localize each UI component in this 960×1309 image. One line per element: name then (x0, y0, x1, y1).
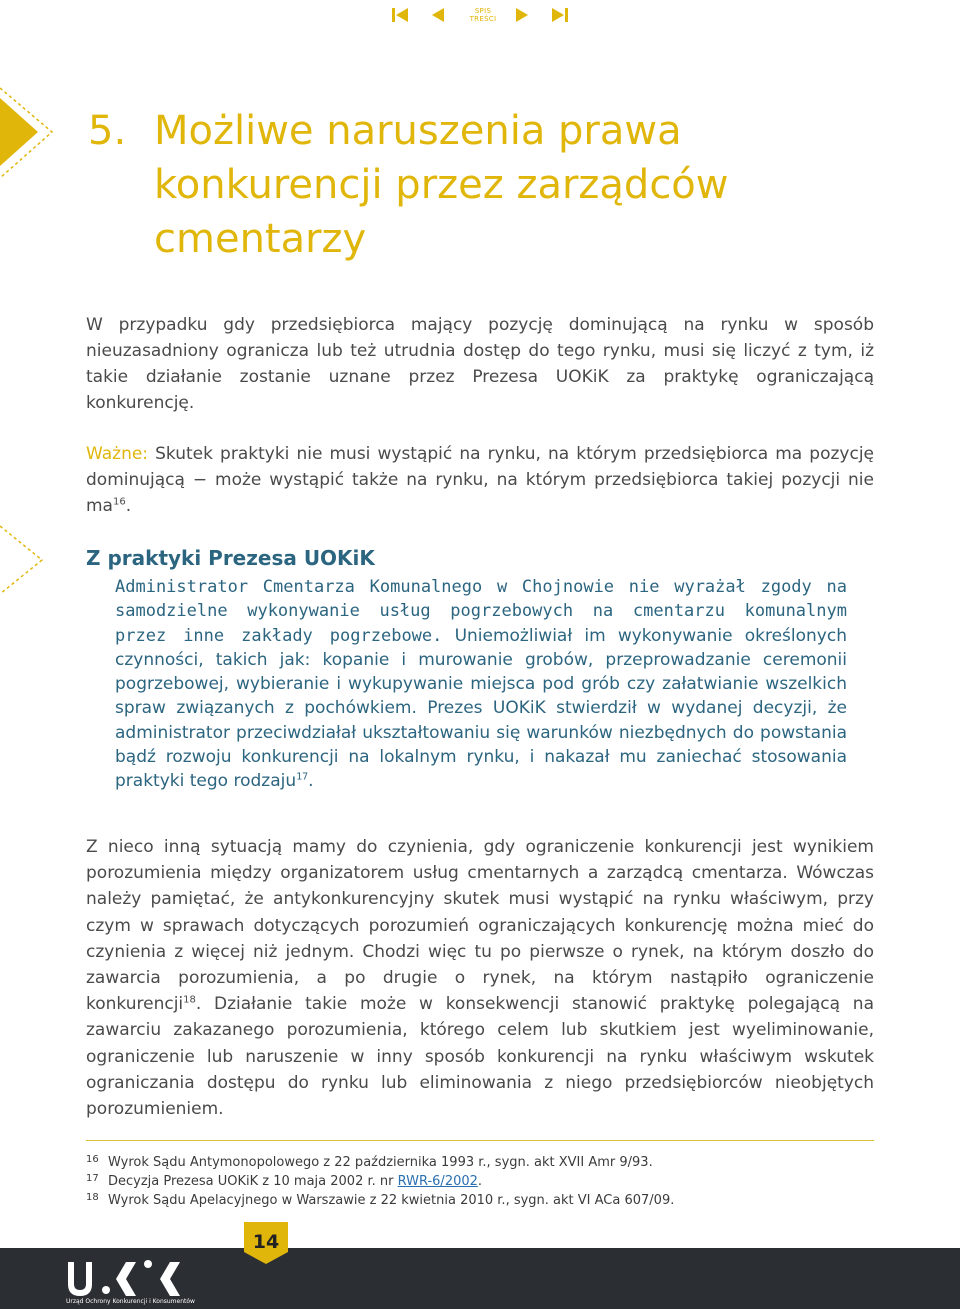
important-end: . (125, 496, 132, 516)
skip-to-first-icon[interactable] (392, 8, 408, 22)
intro-paragraph: W przypadku gdy przedsiębiorca mający pozycję dominującą na rynku w sposób nieuzasadniony ogranicza lub też utrudnia dostęp do tego rynku, musi się liczyć z tym, iż takie działanie zostanie uznane przez Prezesa UOKiK za praktykę ograniczającą konkurencję. (86, 315, 874, 413)
footnote-text: Wyrok Sądu Antymonopolowego z 22 października 1993 r., sygn. akt XVII Amr 9/93. (108, 1155, 653, 1170)
important-text: Skutek praktyki nie musi wystąpić na rynku, na którym przedsiębiorca ma pozycję dominującą − może wystąpić także na rynku, na którym przedsiębiorca takiej pozycji nie ma (86, 444, 874, 516)
footnote-divider (86, 1140, 874, 1141)
footnote-text: Wyrok Sądu Apelacyjnego w Warszawie z 22 kwietnia 2010 r., sygn. akt VI ACa 607/09. (108, 1193, 675, 1208)
footnote-ref-16[interactable]: 16 (112, 496, 126, 508)
skip-to-last-icon[interactable] (552, 8, 568, 22)
footnote-text (108, 1172, 482, 1191)
chapter-number: 5. (88, 108, 127, 154)
decorative-dashed-triangle-icon (0, 522, 48, 598)
table-of-contents-link[interactable] (467, 7, 499, 23)
uokik-logo (66, 1258, 196, 1298)
case-study-title: Z praktyki Prezesa UOKiK (86, 546, 375, 570)
important-label: Ważne: (86, 444, 149, 464)
decorative-triangle-icon (0, 84, 60, 184)
case-text-part2: Uniemożliwiał im wykonywanie określonych czynności, takich jak: kopanie i murowanie grobów, przeprowadzanie ceremonii pogrzebowej, wybieranie i wykupywanie miejsca pod grób czy załatwianie wszelkich spraw związanych z pochówkiem. Prezes UOKiK stwierdził w wydanej decyzji, że administrator przeciwdziałał ukształtowaniu się warunków niezbędnych do powstania bądź rozwoju konkurencji na lokalnym rynku, i nakazał mu zaniechać stosowania praktyki tego rodzaju (115, 625, 847, 792)
case-text-end: . (308, 771, 314, 792)
footnote-number: 17 (86, 1173, 99, 1184)
important-note (86, 441, 874, 519)
agreement-text-a: Z nieco inną sytuacją mamy do czynienia, gdy ograniczenie konkurencji jest wynikiem porozumienia między organizatorem usług cmentarnych a zarządcą cmentarza. Wówczas należy pamiętać, że antykonkurencyjny skutek musi wystąpić na rynku właściwym, przy czym w sprawach dotyczących porozumień ograniczających konkurencję można mieć do czynienia z więcej niż jednym. Chodzi więc tu po pierwsze o rynek, na którym doszło do zawarcia porozumienia, a po drugie o rynek, na którym nastąpiło ograniczenie konkurencji (86, 837, 874, 1015)
case-study-text (115, 575, 847, 794)
case-text-part1: Administrator Cmentarza Komunalnego w Chojnowie nie wyrażał zgody na samodzielne wykonywanie usług pogrzebowych na cmentarzu komunalnym przez inne zakłady pogrzebowe. (115, 577, 847, 646)
toc-line2: TREŚCI (469, 15, 497, 23)
footnote-ref-18[interactable]: 18 (183, 994, 196, 1006)
next-icon[interactable] (514, 8, 530, 22)
page-number: 14 (252, 1231, 280, 1253)
footnote-text-after: . (477, 1174, 483, 1189)
footnote-number: 18 (86, 1192, 99, 1203)
footnote-number: 16 (86, 1154, 99, 1165)
logo-subtitle: Urząd Ochrony Konkurencji i Konsumentów (66, 1298, 195, 1305)
agreement-paragraph (86, 834, 874, 1122)
footnote-text-before: Decyzja Prezesa UOKiK z 10 maja 2002 r. nr (108, 1174, 398, 1189)
chapter-title: Możliwe naruszenia prawa konkurencji przez zarządców cmentarzy (154, 108, 729, 262)
agreement-text-b: . Działanie takie może w konsekwencji stanowić praktykę polegającą na zawarciu zakazanego porozumienia, którego celem lub skutkiem jest wyeliminowanie, ograniczenie lub naruszenie w inny sposób konkurencji na rynku właściwym wskutek ograniczania dostępu do rynku lub eliminowania z niego przedsiębiorców nieobjętych porozumieniem. (86, 994, 874, 1120)
toc-line1: SPIS (474, 7, 492, 15)
footnote-ref-17[interactable]: 17 (296, 771, 309, 783)
decision-link[interactable]: RWR-6/2002 (397, 1174, 478, 1189)
previous-icon[interactable] (430, 8, 446, 22)
page-navigation (386, 4, 576, 26)
